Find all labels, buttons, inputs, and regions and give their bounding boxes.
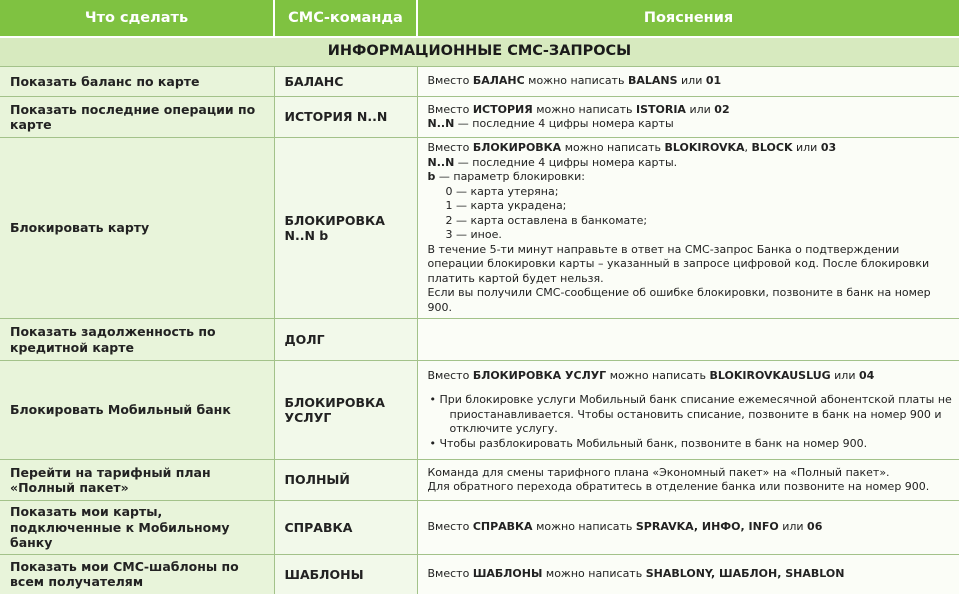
table-row bbox=[0, 138, 959, 319]
row-note: Вместо ИСТОРИЯ можно написать ISTORIA или 02 N..N — последние 4 цифры номера карты bbox=[417, 97, 959, 138]
table-row bbox=[0, 555, 959, 594]
row-command: ШАБЛОНЫ bbox=[274, 555, 417, 594]
block-option: 3 — иное. bbox=[445, 228, 502, 241]
row-command: БЛОКИРОВКА N..N b bbox=[274, 138, 417, 319]
table-header-row bbox=[0, 0, 959, 37]
table-row bbox=[0, 361, 959, 460]
row-action: Блокировать Мобильный банк bbox=[0, 361, 274, 460]
row-command: БЛОКИРОВКА УСЛУГ bbox=[274, 361, 417, 460]
row-action: Показать мои СМС-шаблоны по всем получателям bbox=[0, 555, 274, 594]
header-command: СМС-команда bbox=[274, 0, 417, 37]
row-action: Показать последние операции по карте bbox=[0, 97, 274, 138]
row-note: Команда для смены тарифного плана «Экономный пакет» на «Полный пакет». Для обратного перехода обратитесь в отделение банка или позвоните на номер 900. bbox=[417, 460, 959, 501]
block-option: 0 — карта утеряна; bbox=[445, 184, 559, 198]
row-action: Перейти на тарифный план «Полный пакет» bbox=[0, 460, 274, 501]
header-notes: Пояснения bbox=[417, 0, 959, 37]
block-option: 2 — карта оставлена в банкомате; bbox=[445, 213, 648, 227]
table-row bbox=[0, 319, 959, 361]
row-action: Показать мои карты, подключенные к Мобильному банку bbox=[0, 501, 274, 555]
row-action: Блокировать карту bbox=[0, 138, 274, 319]
block-option: 1 — карта украдена; bbox=[445, 199, 567, 212]
row-command: СПРАВКА bbox=[274, 501, 417, 555]
row-note: Вместо ШАБЛОНЫ можно написать SHABLONY, ШАБЛОН, SHABLON bbox=[417, 555, 959, 594]
table-row bbox=[0, 460, 959, 501]
row-command: ПОЛНЫЙ bbox=[274, 460, 417, 501]
section-row bbox=[0, 37, 959, 67]
row-command: ДОЛГ bbox=[274, 319, 417, 361]
row-action: Показать баланс по карте bbox=[0, 67, 274, 97]
row-command: БАЛАНС bbox=[274, 67, 417, 97]
header-action: Что сделать bbox=[0, 0, 274, 37]
row-note: Вместо БАЛАНС можно написать BALANS или 01 bbox=[417, 67, 959, 97]
row-note: Вместо БЛОКИРОВКА можно написать BLOKIROVKA, BLOCK или 03 N..N — последние 4 цифры номера карты. b — параметр блокировки: 0 — карта утеряна; 1 — карта украдена; 2 — карта оставлена в банкомате; 3 — иное. В течение 5-ти минут направьте в ответ на СМС-запрос Банка о подтверждении операции блокировки карты – указанный в запросе цифровой код. После блокировки платить картой будет нельзя. Если вы получили СМС-сообщение об ошибке блокировки, позвоните в банк на номер 900. bbox=[417, 138, 959, 319]
row-action: Показать задолженность по кредитной карте bbox=[0, 319, 274, 361]
section-title: ИНФОРМАЦИОННЫЕ СМС-ЗАПРОСЫ bbox=[0, 37, 959, 67]
row-note: Вместо БЛОКИРОВКА УСЛУГ можно написать BLOKIROVKAUSLUG или 04 • При блокировке услуги Мобильный банк списание ежемесячной абонентской платы не приостанавливается. Чтобы остановить списание, позвоните в банк на номер 900 и отключите услугу. • Чтобы разблокировать Мобильный банк, позвоните в банк на номер 900. bbox=[417, 361, 959, 460]
table-row bbox=[0, 97, 959, 138]
table-row bbox=[0, 67, 959, 97]
row-note bbox=[417, 319, 959, 361]
row-note: Вместо СПРАВКА можно написать SPRAVKA, ИНФО, INFO или 06 bbox=[417, 501, 959, 555]
row-command: ИСТОРИЯ N..N bbox=[274, 97, 417, 138]
table-row bbox=[0, 501, 959, 555]
